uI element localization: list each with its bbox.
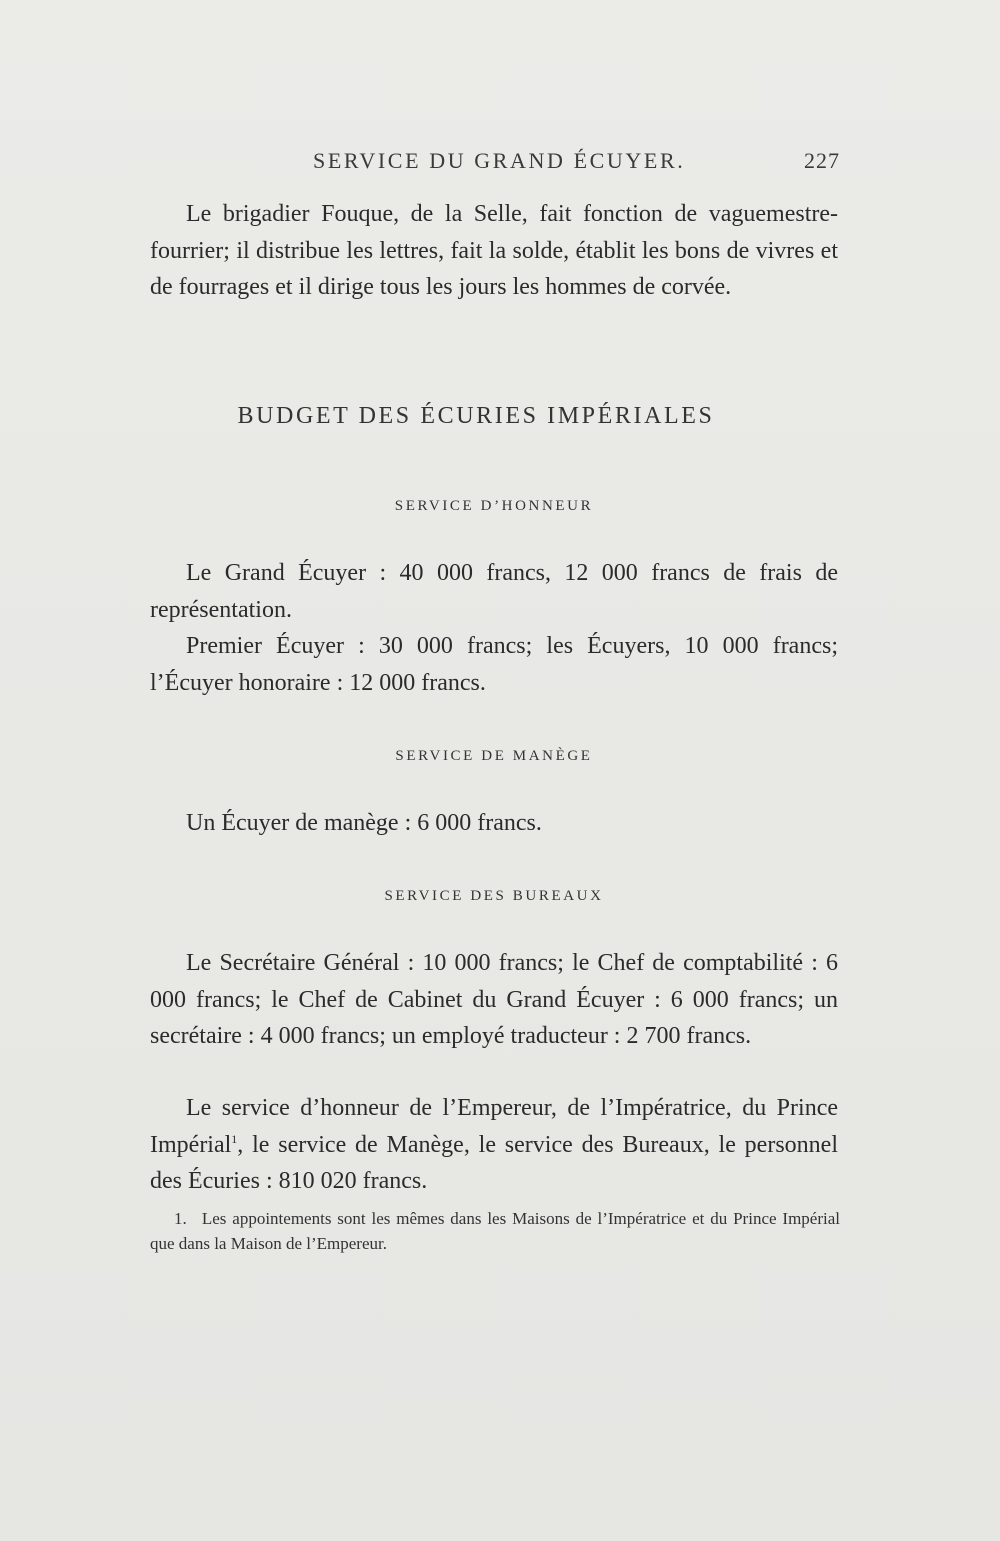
paragraph-ecuyer-manege: Un Écuyer de manège : 6 000 francs. xyxy=(186,810,542,836)
service-total-text-end: , le service de Manège, le service des Bureaux, le personnel des Écuries : 810 020 francs. xyxy=(150,1131,838,1194)
section-title-honneur: SERVICE D’HONNEUR xyxy=(394,498,594,514)
footnote-text: Les appointements sont les mêmes dans les Maisons de l’Impératrice et du Prince Impérial que dans la Maison de l’Empereur. xyxy=(150,1209,840,1253)
section-title-manege: SERVICE DE MANÈGE xyxy=(395,748,593,764)
running-head xyxy=(150,148,840,178)
paragraph-premier-ecuyer: Premier Écuyer : 30 000 francs; les Écuyers, 10 000 francs; l’Écuyer honoraire : 12 000 francs. xyxy=(150,633,838,696)
paragraph-secretaire: Le Secrétaire Général : 10 000 francs; le Chef de comptabilité : 6 000 francs; le Chef de Cabinet du Grand Écuyer : 6 000 francs; un secrétaire : 4 000 francs; un employé traducteur : 2 700 francs. xyxy=(150,950,838,1049)
service-total-text: Le service d’honneur de l’Empereur, de l’Impératrice, du Prince Impérial xyxy=(150,1095,838,1158)
footnote xyxy=(150,1206,840,1256)
paragraph-grand-ecuyer: Le Grand Écuyer : 40 000 francs, 12 000 francs de frais de représentation. xyxy=(150,560,838,623)
intro-paragraph: Le brigadier Fouque, de la Selle, fait fonction de vaguemestre-fourrier; il distribue les lettres, fait la solde, établit les bons de vivres et de fourrages et il dirige tous les jours les hommes de corvée. xyxy=(150,201,838,300)
footnote-number: 1. xyxy=(174,1209,187,1228)
running-title: SERVICE DU GRAND ÉCUYER. xyxy=(313,148,686,173)
section-title-bureaux: SERVICE DES BUREAUX xyxy=(384,888,604,904)
main-heading: BUDGET DES ÉCURIES IMPÉRIALES xyxy=(237,403,715,429)
paragraph-service-total xyxy=(150,1090,838,1200)
page-number: 227 xyxy=(804,148,840,173)
footnote-reference[interactable]: 1 xyxy=(231,1131,238,1146)
